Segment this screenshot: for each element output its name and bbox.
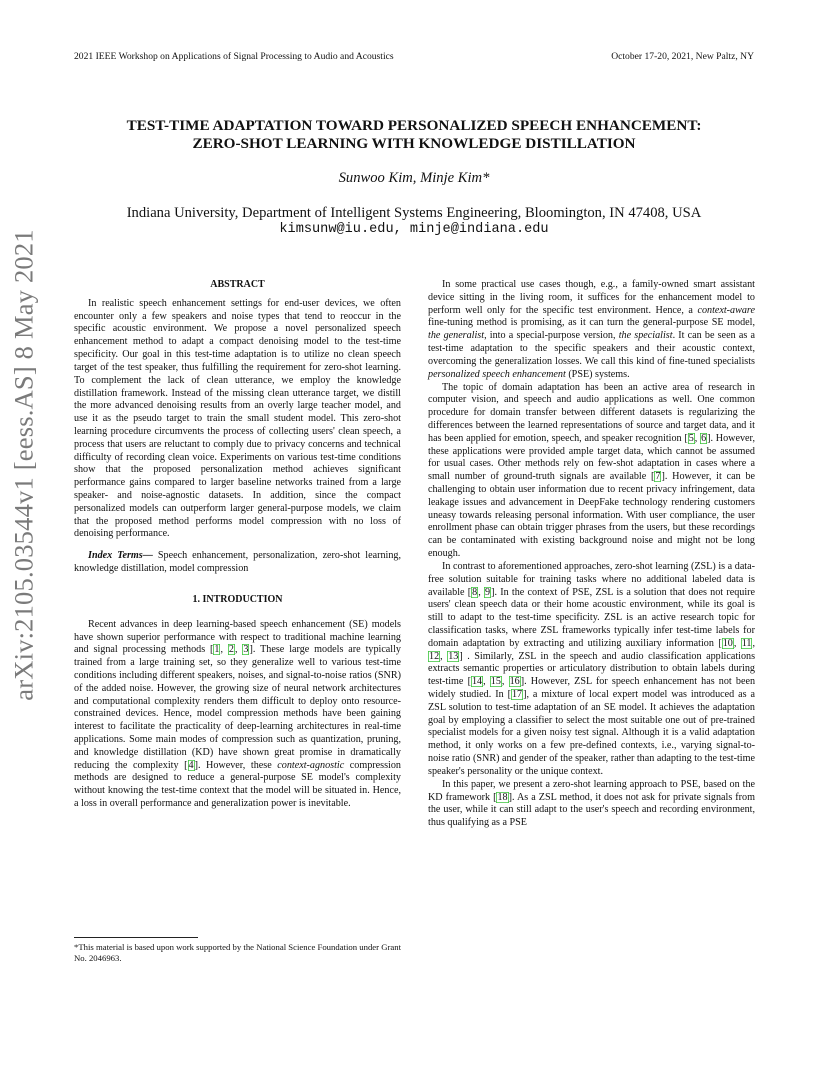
- arxiv-stamp: [2, 229, 46, 701]
- intro-paragraph-1: Recent advances in deep learning-based speech enhancement (SE) models have shown superior performance with respect to traditional machine learning and signal processing methods [1, 2, 3]. These large models are typically trained from a large training set, so they generalize well to various test-time conditions including different speakers, noises, and signal-to-noise ratios (SNR) of the added noise. However, the growing size of neural network architectures and computational complexity renders them difficult to deploy onto resource-constrained devices. Hence, model compression methods have been gaining interest to facilitate the practicality of deep-learning architectures in real-time applications. Some main modes of compression such as quantization, pruning, and knowledge distillation (KD) have shown great promise in dramatically reducing the complexity [4]. However, these context-agnostic compression methods are designed to reduce a general-purpose SE model's complexity without knowing the test-time context that the model will be situated in. Hence, a loss in overall performance and generalization power is inevitable.: [74, 618, 401, 810]
- running-header-left: 2021 IEEE Workshop on Applications of Signal Processing to Audio and Acoustics: [74, 51, 394, 62]
- right-paragraph-2: The topic of domain adaptation has been an active area of research in computer vision, and speech and audio applications as well. One common procedure for domain transfer between different datasets is regularizing the differences between the learned representations of source and target data, and it has been applied for emotion, speech, and speaker recognition [5, 6]. However, these applications were provided ample target data, which cannot be assumed for usual cases. Other methods rely on few-shot adaptation in cases where a small number of ground-truth signals are available [7]. However, it can be challenging to obtain user information due to recent privacy infringement, data leakage issues and advancement in DeepFake technology rendering customers uneasy towards releasing personal information. With user compliance, the user enrollment phase can obtain trigger phrases from the users, but these recordings can be contaminated with existing background noise and might not be long enough.: [428, 381, 756, 560]
- abstract-text: In realistic speech enhancement settings for end-user devices, we often encounter only a few speakers and noise types that tend to reoccur in the specific acoustic environment. We propose a novel personalized speech enhancement method to adapt a compact denoising model to the test-time specificity. Our goal in this test-time adaptation is to utilize no clean speech target of the test speaker, thus fulfilling the requirement for zero-shot learning. To complement the lack of clean utterance, we employ the knowledge distillation framework. Instead of the missing clean utterance target, we distill the more advanced denoising results from an overly large teacher model, and use it as the pseudo target to train the small student model. This zero-shot learning procedure circumvents the process of collecting users' clean speech, a process that users are reluctant to comply due to privacy concerns and technical difficulty of recording clean voice. Experiments on various test-time conditions show that the proposed personalization method achieves significant performance gains compared to larger baseline networks trained from a large speaker- and noise-agnostic datasets. In addition, since the compact personalized models can outperform larger general-purpose models, we claim that the proposed method performs model compression with no loss of denoising performance.: [74, 297, 401, 540]
- affiliation: Indiana University, Department of Intelligent Systems Engineering, Bloomington, IN 47408, USA: [126, 205, 702, 221]
- citation-link[interactable]: 2: [228, 644, 234, 656]
- citation-link[interactable]: 3: [243, 644, 249, 656]
- citation-link[interactable]: 16: [509, 676, 520, 688]
- paper-title: [60, 117, 768, 153]
- citation-link[interactable]: 11: [741, 637, 752, 649]
- authors: Sunwoo Kim, Minje Kim*: [338, 170, 490, 186]
- abstract-heading: ABSTRACT: [210, 279, 265, 290]
- footnote: *This material is based upon work supported by the National Science Foundation under Grant No. 2046963.: [74, 942, 401, 963]
- citation-link[interactable]: 4: [188, 759, 194, 771]
- right-paragraph-4: In this paper, we present a zero-shot learning approach to PSE, based on the KD framework [18]. As a ZSL method, it does not ask for private signals from the user, while it can still adapt to the user's speech and recording environment, thus qualifying as a PSE: [428, 778, 755, 829]
- citation-link[interactable]: 7: [655, 471, 661, 483]
- citation-link[interactable]: 14: [471, 676, 483, 688]
- citation-link[interactable]: 10: [722, 637, 733, 649]
- citation-link[interactable]: 13: [448, 650, 459, 662]
- arxiv-stamp-text: arXiv:2105.03544v1 [eess.AS] 8 May 2021: [8, 229, 39, 701]
- author-emails: kimsunw@iu.edu, minje@indiana.edu: [279, 222, 549, 237]
- intro-heading: 1. INTRODUCTION: [192, 593, 283, 605]
- citation-link[interactable]: 8: [472, 586, 478, 598]
- citation-link[interactable]: 6: [701, 432, 707, 444]
- citation-link[interactable]: 1: [214, 644, 220, 656]
- left-column: [74, 279, 401, 811]
- title-line-2: ZERO-SHOT LEARNING WITH KNOWLEDGE DISTILLATION: [192, 135, 636, 152]
- citation-link[interactable]: 5: [688, 432, 694, 444]
- citation-link[interactable]: 9: [485, 586, 491, 598]
- citation-link[interactable]: 17: [511, 689, 523, 700]
- right-paragraph-1: In some practical use cases though, e.g., a family-owned smart assistant device sitting in the living room, it suffices for the enhancement model to perform well only for the specific test environment. Hence, a context-aware fine-tuning method is promising, as it can turn the general-purpose SE model, the generalist, into a special-purpose version, the specialist. It can be seen as a test-time adaptation to the specific speakers and their acoustic context, overcoming the generalization losses. We call this kind of fine-tuned specialists personalized speech enhancement (PSE) systems.: [428, 279, 756, 380]
- right-paragraph-3: In contrast to aforementioned approaches, zero-shot learning (ZSL) is a data-free solution suitable for training tasks where no additional labeled data is available [8, 9]. In the context of PSE, ZSL is a solution that does not require users' clean speech data or their home acoustic environment, while its goal is still to adapt to the test-time specificity. ZSL is an active research topic for classification tasks, where ZSL frameworks typically infer test-time labels for domain adaptation by extracting and utilizing auxiliary information [10, 11, 12, 13] . Similarly, ZSL in the speech and audio classification applications extracts semantic properties or articulatory distribution to obtain labels during test-time [14, 15, 16]. However, ZSL for speech enhancement has not been widely studied. In [17], a mixture of local expert model was introduced as a ZSL solution to test-time adaptation of an SE model. It achieves the adaptation goal by employing a classifier to select the most suitable one out of pre-trained specialist models for a given noisy test signal. Although it is a valid adaptation method, it only works on a few pre-defined contexts, i.e., varying signal-to-noise ratio (SNR) and gender of the speaker, rather than adapting to the test-time speaker's personality or the unique context.: [428, 560, 756, 777]
- right-column: [428, 279, 755, 830]
- index-terms-text: Speech enhancement, personalization, zero-shot learning, knowledge distillation, model compression: [74, 550, 401, 575]
- citation-link[interactable]: 18: [497, 791, 508, 803]
- citation-link[interactable]: 15: [490, 676, 501, 688]
- citation-link[interactable]: 12: [429, 650, 440, 662]
- footnote-rule: [74, 937, 198, 938]
- title-line-1: TEST-TIME ADAPTATION TOWARD PERSONALIZED SPEECH ENHANCEMENT:: [126, 117, 702, 134]
- index-terms: [74, 550, 401, 576]
- running-header-right: October 17-20, 2021, New Paltz, NY: [611, 51, 754, 62]
- index-terms-label: Index Terms—: [88, 550, 153, 562]
